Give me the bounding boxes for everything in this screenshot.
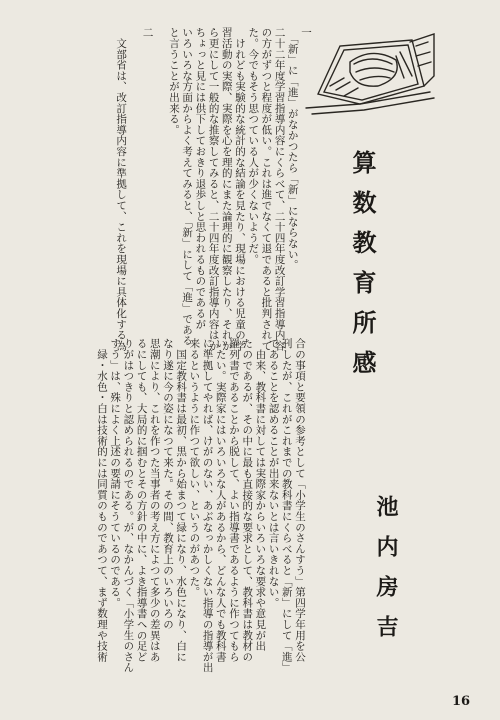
page-number: 16	[452, 694, 471, 709]
sketch-illustration	[300, 16, 440, 126]
lower-body-text: 合の事項と要領の参考として「小学生のさんすう」第四学年用を公 刊したが、これがこれまでの教科書にくらべると「新」にして「進」 であることを認めることが出来ないとは言いきれない。 由来、教科書に対しては実際家からいろいろな要求や意見が出 たのであるが、その中に最も直接的な要求として、教科書は教材の 羅列書であることから脱して、よい指導書であるように作つてもら いたい。実際家にはいろいろな人があるから、どんな人でも教科書 に準拠してやれば、けがのない、あぶなっかしくない指導の指導が出 来るというように作つて欲しい、というのがあつた。 国定教科書は最初、黒から始まつて緑になり、水色になり、白に なり遂に今の姿になつて来た。その間、教育上のいろいろの 思潮により、これを作つた当事者の考え方によつて多少の差異はあ るにしても、大局的に掴むとその方針の中に、よき指導書への足ど りがはつきりと認められるのである。が、なかんづく「小学生のさん すう」は、殊によく上述の要請にそうているのである。 緑・水色・白は技術的には同質のものであつて、まず数理や技術	[95, 338, 306, 673]
article-title: 算数教育所感	[348, 150, 376, 390]
upper-body-text: 一 「新」に「進」がなかつたら「新」にならない。 二十二年度学習指導内容にくらべて、二十四年度改訂学習指導内容 の方がずつと程度が低い。これは進でなくて退であると批判されて た。今でもそう思つている人が少くないようだ。 けれども実験的な統計的な結論を見たり、現場における児童の学 習活動の実際、実際を心を理的にまた論理的に観察したり、それか ら更にして一般的な推察してみると、二十四年度改訂指導内容はか ちょっと見には供下しておきり退歩しと思われるものであるが いろいろな方面からよく考えてみると、「新」にして「進」である と言うことが出来る。 二 文部省は、改訂指導内容に準拠して、これを現場に具体化する為	[115, 27, 312, 351]
author-name: 池内房吉	[373, 495, 398, 655]
